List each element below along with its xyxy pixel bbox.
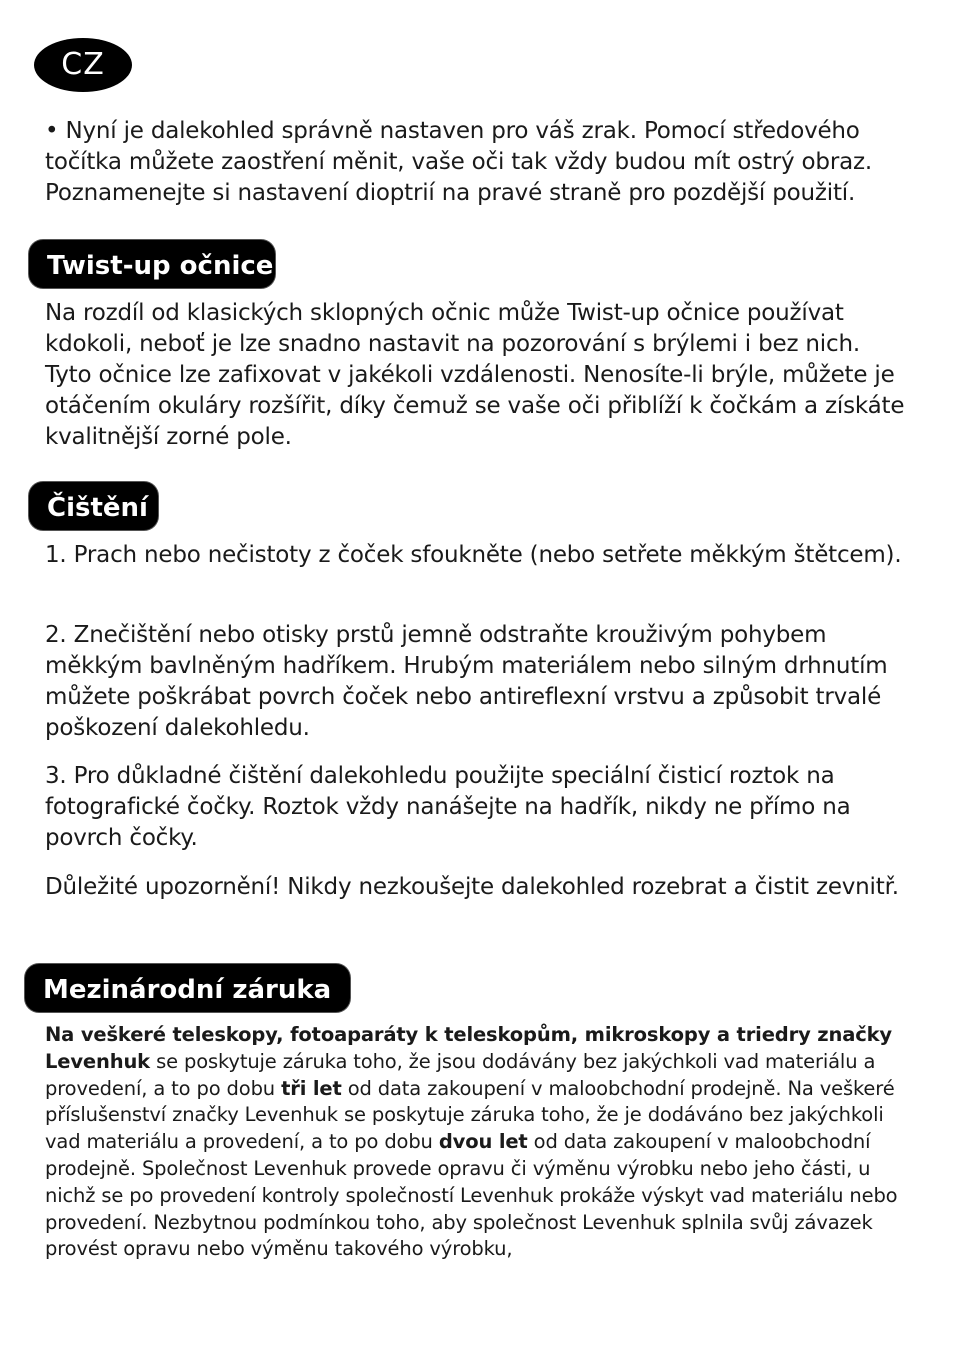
- cleaning-step-3: 3. Pro důkladné čištění dalekohledu použijte speciální čisticí roztok na fotografické čočky. Roztok vždy nanášejte na hadřík, nikdy ne přímo na povrch čočky.: [45, 763, 851, 851]
- warranty-text-3: od data zakoupení v maloobchodní prodejně. Společnost Levenhuk provede opravu či výměnu výrobku nebo jeho části, u nichž se po provedení kontroly společností Levenhuk prokáže výskyt vad materiálu nebo provedení. Nezbytnou podmínkou toho, aby společnost Levenhuk splnila svůj závazek provést opravu nebo výměnu takového výrobku,: [45, 1130, 898, 1261]
- warranty-bold-three-years: tři let: [281, 1076, 342, 1100]
- cleaning-step-2: 2. Znečištění nebo otisky prstů jemně odstraňte krouživým pohybem měkkým bavlněným hadříkem. Hrubým materiálem nebo silným drhnutím můžete poškrábat povrch čoček nebo antireflexní vrstvu a způsobit trvalé poškození dalekohledu.: [45, 622, 888, 741]
- twist-up-heading: Twist-up očnice: [29, 240, 275, 288]
- warranty-paragraph: [45, 1022, 905, 1263]
- twist-up-paragraph: Na rozdíl od klasických sklopných očnic může Twist-up očnice používat kdokoli, neboť je lze snadno nastavit na pozorování s brýlemi i bez nich. Tyto očnice lze zafixovat v jakékoli vzdálenosti. Nenosíte-li brýle, můžete je otáčením okuláry rozšířit, díky čemuž se vaše oči přiblíží k čočkám a získáte kvalitnější zorné pole.: [45, 300, 905, 450]
- language-badge: CZ: [34, 38, 132, 92]
- warranty-heading: Mezinárodní záruka: [25, 964, 350, 1012]
- warranty-text-2: od data zakoupení v maloobchodní prodejně. Na veškeré příslušenství značky Levenhuk se poskytuje záruka toho, že je dodáváno bez jakýchkoli vad materiálu a provedení, a to po dobu: [45, 1076, 895, 1154]
- warranty-bold-two-years: dvou let: [438, 1130, 528, 1154]
- cleaning-warning: Důležité upozornění! Nikdy nezkoušejte dalekohled rozebrat a čistit zevnitř.: [45, 874, 899, 900]
- cleaning-heading: Čištění: [29, 482, 158, 530]
- cleaning-step-1: 1. Prach nebo nečistoty z čoček sfoukněte (nebo setřete měkkým štětcem).: [45, 542, 902, 568]
- warranty-text-1: se poskytuje záruka toho, že jsou dodávány bez jakýchkoli vad materiálu a provedení, a to po dobu: [45, 1049, 876, 1100]
- intro-paragraph: • Nyní je dalekohled správně nastaven pro váš zrak. Pomocí středového točítka můžete zaostření měnit, vaše oči tak vždy budou mít ostrý obraz. Poznamenejte si nastavení dioptrií na pravé straně pro pozdější použití.: [45, 118, 872, 206]
- warranty-bold-products: Na veškeré teleskopy, fotoaparáty k teleskopům, mikroskopy a triedry značky Levenhuk: [45, 1023, 892, 1073]
